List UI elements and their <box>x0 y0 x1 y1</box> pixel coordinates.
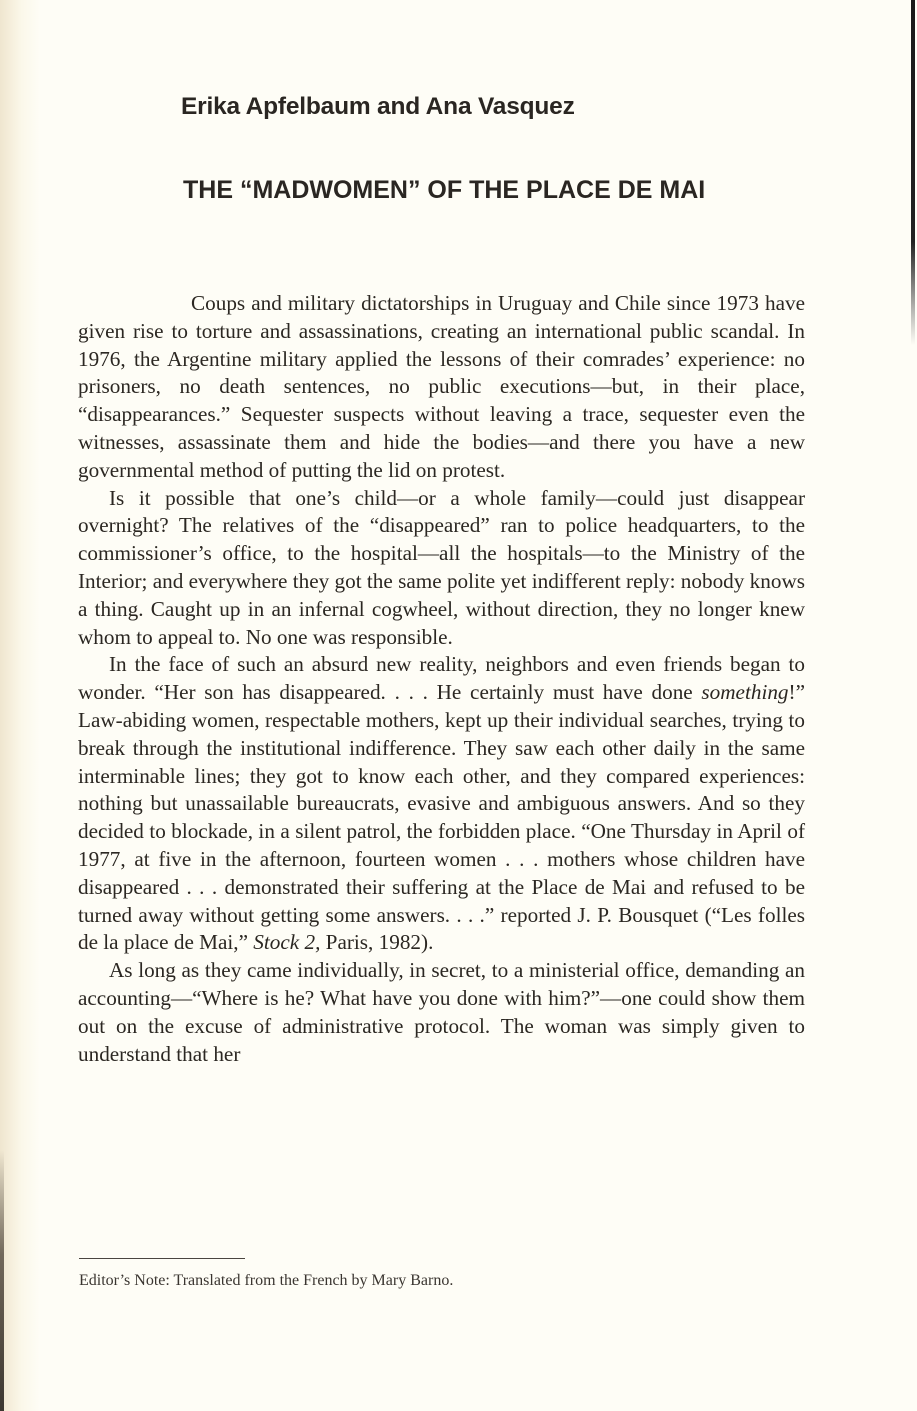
paragraph-3-text-a: In the face of such an absurd new reality, neighbors and even friends began to wonder. “Her son has disappeared. . . . He certainly must have done <box>78 652 805 705</box>
paragraph-3-text-b: !” Law-abiding women, respectable mothers, kept up their individual searches, trying to break through the institutional indifference. They saw each other daily in the same interminable lines; they got to know each other, and they compared experiences: nothing but unassailable bureaucrats, evasive and ambiguous answers. And so they decided to blockade, in a silent patrol, the forbidden place. “One Thursday in April of 1977, at five in the afternoon, fourteen women . . . mothers whose children have disappeared . . . demonstrated their suffering at the Place de Mai and refused to be turned away without getting some answers. . . .” reported J. P. Bousquet (“Les folles de la place de Mai,” <box>78 680 805 955</box>
paragraph-1: Coups and military dictatorships in Uruguay and Chile since 1973 have given rise to torture and assassinations, creating an international public scandal. In 1976, the Argentine military applied the lessons of their comrades’ experience: no prisoners, no death sentences, no public executions—but, in their place, “disappearances.” Sequester suspects without leaving a trace, sequester even the witnesses, assassinate them and hide the bodies—and there you have a new governmental method of putting the lid on protest. <box>78 291 805 482</box>
paragraph-3-text-c: Paris, 1982). <box>320 930 434 955</box>
editors-note: Editor’s Note: Translated from the French by Mary Barno. <box>79 1272 454 1289</box>
paragraph-2: Is it possible that one’s child—or a whole family—could just disappear overnight? The relatives of the “disappeared” ran to police headquarters, to the commissioner’s office, to the hospital—all the hospitals—to the Ministry of the Interior; and everywhere they got the same polite yet indifferent reply: nobody knows a thing. Caught up in an infernal cogwheel, without direction, they no longer knew whom to appeal to. No one was responsible. <box>78 485 805 649</box>
page-binding-shadow <box>0 1150 4 1411</box>
page-edge-line <box>911 0 915 345</box>
footnote-divider <box>79 1258 245 1259</box>
article-body <box>78 290 805 1068</box>
paragraph-3-emphasis: something <box>701 680 789 705</box>
paragraph-4: As long as they came individually, in secret, to a ministerial office, demanding an accounting—“Where is he? What have you done with him?”—one could show them out on the excuse of administrative protocol. The woman was simply given to understand that her <box>78 958 805 1066</box>
article-title: THE “MADWOMEN” OF THE PLACE DE MAI <box>183 176 706 204</box>
paragraph-3-citation-italic: Stock 2, <box>253 930 321 955</box>
paragraph-3 <box>78 651 805 957</box>
article-authors: Erika Apfelbaum and Ana Vasquez <box>181 93 575 120</box>
